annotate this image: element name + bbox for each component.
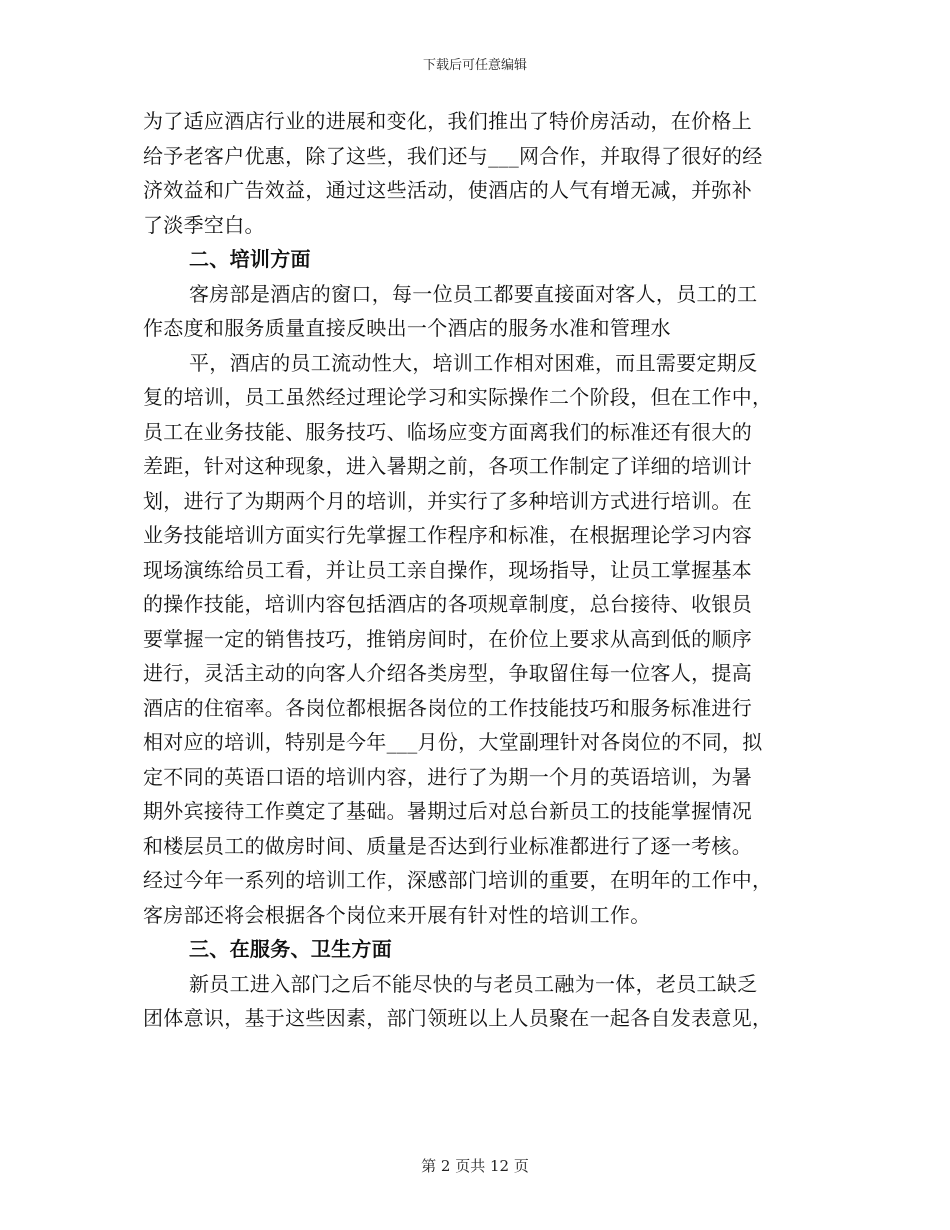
paragraph-line: 复的培训，员工虽然经过理论学习和实际操作二个阶段，但在工作中，	[143, 385, 773, 409]
paragraph-line: 为了适应酒店行业的进展和变化，我们推出了特价房活动，在价格上	[143, 109, 752, 133]
paragraph-line: 相对应的培训，特别是今年___月份，大堂副理针对各岗位的不同，拟	[143, 730, 763, 754]
paragraph-line: 了淡季空白。	[143, 212, 265, 237]
paragraph-line: 员工在业务技能、服务技巧、临场应变方面离我们的标准还有很大的	[143, 419, 752, 444]
section-heading: 二、培训方面	[189, 247, 311, 271]
paragraph-line: 给予老客户优惠，除了这些，我们还与___网合作，并取得了很好的经	[143, 143, 763, 168]
paragraph-line: 业务技能培训方面实行先掌握工作程序和标准，在根据理论学习内容	[143, 523, 752, 547]
paragraph-line: 平，酒店的员工流动性大，培训工作相对困难，而且需要定期反	[189, 350, 758, 375]
document-body	[143, 104, 807, 1036]
paragraph-line: 酒店的住宿率。各岗位都根据各岗位的工作技能技巧和服务标准进行	[143, 695, 752, 720]
paragraph-line: 期外宾接待工作奠定了基础。暑期过后对总台新员工的技能掌握情况	[143, 799, 752, 823]
paragraph-line: 经过今年一系列的培训工作，深感部门培训的重要，在明年的工作中，	[143, 868, 773, 892]
paragraph-line: 新员工进入部门之后不能尽快的与老员工融为一体，老员工缺乏	[189, 971, 758, 996]
paragraph-line: 客房部还将会根据各个岗位来开展有针对性的培训工作。	[143, 902, 651, 927]
paragraph-line: 现场演练给员工看，并让员工亲自操作，现场指导，让员工掌握基本	[143, 557, 752, 582]
paragraph-line: 要掌握一定的销售技巧，推销房间时，在价位上要求从高到低的顺序	[143, 626, 752, 651]
paragraph-line: 作态度和服务质量直接反映出一个酒店的服务水准和管理水	[143, 316, 671, 340]
section-heading: 三、在服务、卫生方面	[189, 937, 392, 961]
paragraph-line: 团体意识，基于这些因素，部门领班以上人员聚在一起各自发表意见，	[143, 1006, 773, 1030]
paragraph-line: 进行，灵活主动的向客人介绍各类房型，争取留住每一位客人，提高	[143, 661, 752, 685]
paragraph-line: 的操作技能，培训内容包括酒店的各项规章制度，总台接待、收银员	[143, 592, 752, 616]
paragraph-line: 客房部是酒店的窗口，每一位员工都要直接面对客人，员工的工	[189, 281, 758, 306]
paragraph-line: 济效益和广告效益，通过这些活动，使酒店的人气有增无减，并弥补	[143, 178, 752, 202]
paragraph-line: 和楼层员工的做房时间、质量是否达到行业标准都进行了逐一考核。	[143, 833, 752, 858]
page-number: 第 2 页共 12 页	[421, 1157, 529, 1175]
header-note: 下载后可任意编辑	[422, 58, 527, 73]
paragraph-line: 定不同的英语口语的培训内容，进行了为期一个月的英语培训，为暑	[143, 764, 752, 789]
paragraph-line: 划，进行了为期两个月的培训，并实行了多种培训方式进行培训。在	[143, 488, 752, 513]
paragraph-line: 差距，针对这种现象，进入暑期之前，各项工作制定了详细的培训计	[143, 454, 752, 478]
